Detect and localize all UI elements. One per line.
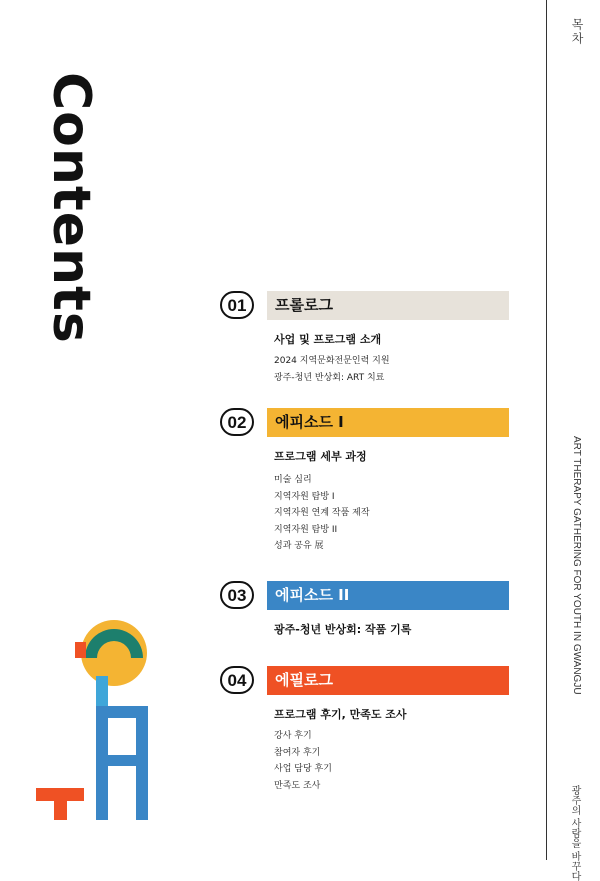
decorative-logo (36, 620, 156, 820)
section-number: 02 (220, 408, 254, 436)
section-items (274, 728, 332, 794)
side-label: 목차 (570, 18, 584, 46)
list-item: 참여자 후기 (274, 747, 321, 758)
section-subheading: 프로그램 후기, 만족도 조사 (274, 708, 407, 721)
chair-gap-shape (112, 718, 132, 755)
section-number: 01 (220, 291, 254, 319)
side-caption-english: ART THERAPY GATHERING FOR YOUTH IN GWANGJU (571, 436, 582, 695)
t-letter-stem-shape (54, 788, 67, 820)
section-episode-1[interactable] (220, 408, 510, 551)
list-item: 지역자원 연계 작품 제작 (274, 508, 370, 518)
section-number: 03 (220, 581, 254, 609)
section-subheading: 사업 및 프로그램 소개 (274, 333, 382, 346)
section-episode-2[interactable] (220, 581, 510, 636)
section-heading: 에피소드 I (267, 408, 509, 437)
side-caption-korean: 광주의 사람을 바꾸다 (569, 785, 580, 881)
list-item: 강사 후기 (274, 731, 312, 741)
section-epilogue[interactable] (220, 666, 510, 791)
list-item: 사업 담당 후기 (274, 764, 332, 774)
list-item: 2024 지역문화전문인력 지원 (274, 356, 390, 366)
section-heading: 에필로그 (267, 666, 509, 695)
chair-seat-shape (96, 755, 148, 766)
section-subheading: 광주-청년 반상회: 작품 기록 (274, 623, 412, 636)
list-item: 지역자원 탐방 II (274, 524, 338, 535)
list-item: 만족도 조사 (274, 780, 321, 791)
section-prologue[interactable] (220, 291, 510, 383)
section-items (274, 472, 370, 555)
list-item: 미술 심리 (274, 475, 312, 485)
list-item: 광주-청년 반상회: ART 치료 (274, 372, 385, 383)
section-number: 04 (220, 666, 254, 694)
list-item: 지역자원 탐방 I (274, 491, 335, 502)
section-heading: 프롤로그 (267, 291, 509, 320)
section-subheading: 프로그램 세부 과정 (274, 450, 367, 463)
page-title: Contents (41, 72, 101, 344)
small-orange-block-shape (75, 642, 86, 658)
section-heading: 에피소드 II (267, 581, 509, 610)
section-items (274, 353, 390, 386)
vertical-divider (546, 0, 547, 860)
cyan-stem-shape (96, 676, 108, 706)
list-item: 성과 공유 展 (274, 541, 324, 551)
